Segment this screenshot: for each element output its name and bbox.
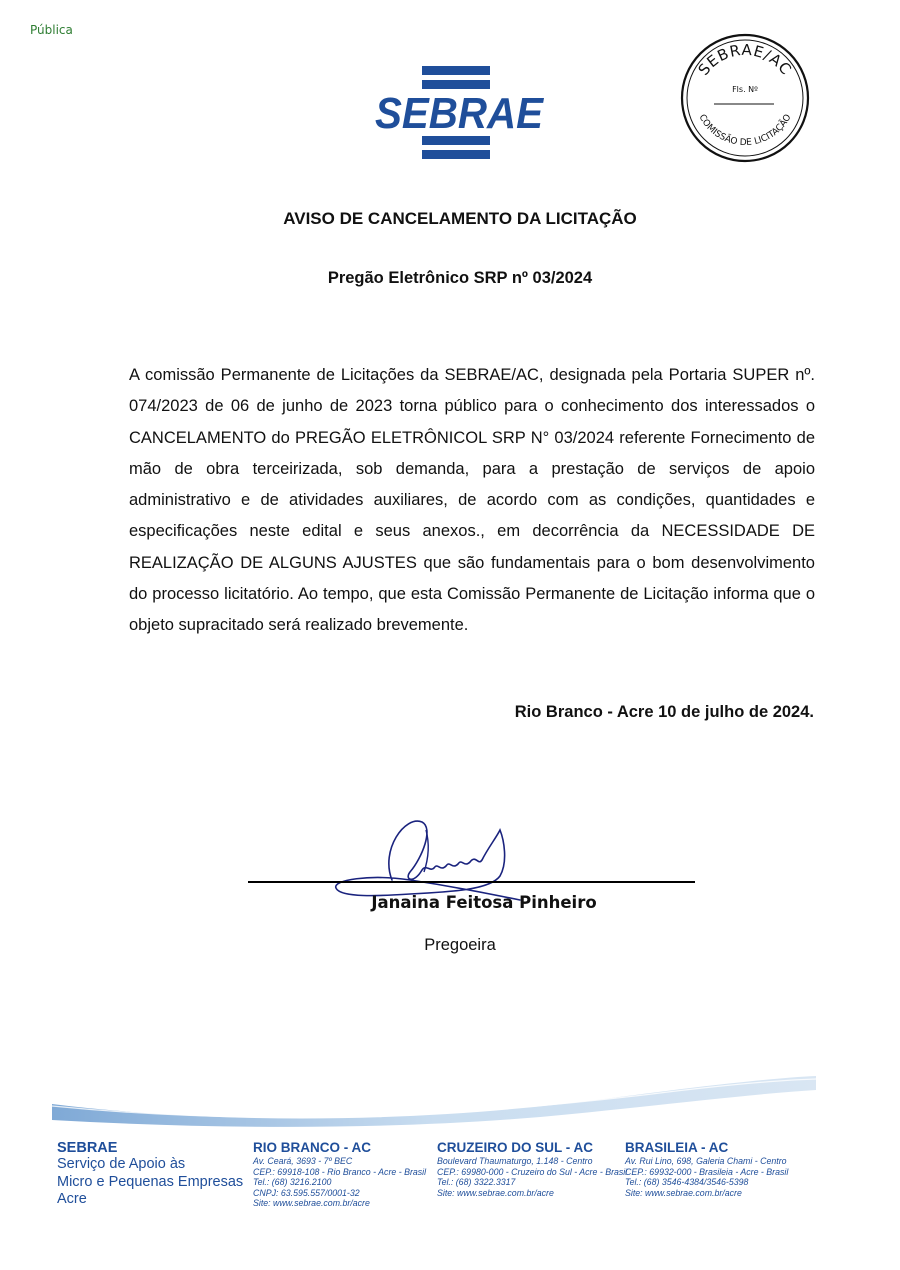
office-name: CRUZEIRO DO SUL - AC: [437, 1140, 594, 1155]
office-phone: Tel.: (68) 3216.2100: [253, 1177, 332, 1188]
office-site: Site: www.sebrae.com.br/acre: [625, 1187, 742, 1198]
office-cep: CEP.: 69918-108 - Rio Branco - Acre - Brasil: [253, 1166, 427, 1177]
date-line: Rio Branco - Acre 10 de julho de 2024.: [514, 703, 814, 721]
stamp-top-text: SEBRAE/AC: [694, 40, 796, 79]
office-cep: CEP.: 69932-000 - Brasileia - Acre - Brasil: [625, 1166, 789, 1177]
footer-office-brasileia: [625, 1140, 815, 1198]
office-name: BRASILEIA - AC: [625, 1140, 729, 1155]
footer-org-line: Micro e Pequenas Empresas: [57, 1173, 244, 1190]
notice-body: A comissão Permanente de Licitações da SEBRAE/AC, designada pela Portaria SUPER nº. 074/2023 de 06 de junho de 2023 torna público para o conhecimento dos interessados o CANCELAMENTO do PREGÃO ELETRÔNICOL SRP N° 03/2024 referente Fornecimento de mão de obra terceirizada, sob demanda, para a prestação de serviços de apoio administrativo e de atividades auxiliares, de acordo com as condições, quantidades e especificações neste edital e seus anexos., em decorrência da NECESSIDADE DE REALIZAÇÃO DE ALGUNS AJUSTES que são fundamentais para o bom desenvolvimento do processo licitatório. Ao tempo, que esta Comissão Permanente de Licitação informa que o objeto supracitado será realizado brevemente.: [129, 366, 815, 635]
footer-wave-band: [52, 1068, 816, 1132]
footer-org-name: SEBRAE: [57, 1140, 118, 1156]
sebrae-logo: [372, 66, 547, 162]
signer-role: Pregoeira: [424, 936, 496, 954]
stamp-bottom-text: COMISSÃO DE LICITAÇÃO: [696, 112, 794, 149]
footer-organization: [57, 1140, 247, 1209]
office-address: Av. Rui Lino, 698, Galeria Chami - Centro: [625, 1156, 787, 1166]
footer-office-cruzeiro-do-sul: [437, 1140, 627, 1198]
commission-stamp: [676, 32, 814, 164]
office-cep: CEP.: 69980-000 - Cruzeiro do Sul - Acre - Brasil: [437, 1166, 628, 1177]
classification-label: Pública: [30, 23, 73, 37]
footer-office-rio-branco: [253, 1140, 443, 1209]
office-site: Site: www.sebrae.com.br/acre: [437, 1187, 554, 1198]
signer-name: Janaina Feitosa Pinheiro: [371, 893, 597, 912]
footer-org-line: Acre: [57, 1191, 87, 1207]
document-title: AVISO DE CANCELAMENTO DA LICITAÇÃO: [283, 209, 637, 228]
office-phone: Tel.: (68) 3322.3317: [437, 1177, 516, 1188]
document-subtitle: Pregão Eletrônico SRP nº 03/2024: [327, 269, 593, 287]
stamp-field-label: Fls. Nº: [732, 85, 758, 94]
svg-text:COMISSÃO DE LICITAÇÃO: [696, 113, 793, 148]
office-name: RIO BRANCO - AC: [253, 1140, 371, 1155]
office-cnpj: CNPJ: 63.595.557/0001-32: [253, 1187, 360, 1198]
office-site: Site: www.sebrae.com.br/acre: [253, 1198, 370, 1209]
logo-wordmark: SEBRAE: [375, 89, 545, 138]
signature-line: [248, 881, 695, 883]
footer-org-line: Serviço de Apoio às: [57, 1156, 186, 1172]
office-address: Boulevard Thaumaturgo, 1.148 - Centro: [437, 1156, 593, 1166]
office-address: Av. Ceará, 3693 - 7º BEC: [253, 1156, 353, 1166]
office-phone: Tel.: (68) 3546-4384/3546-5398: [625, 1177, 749, 1188]
